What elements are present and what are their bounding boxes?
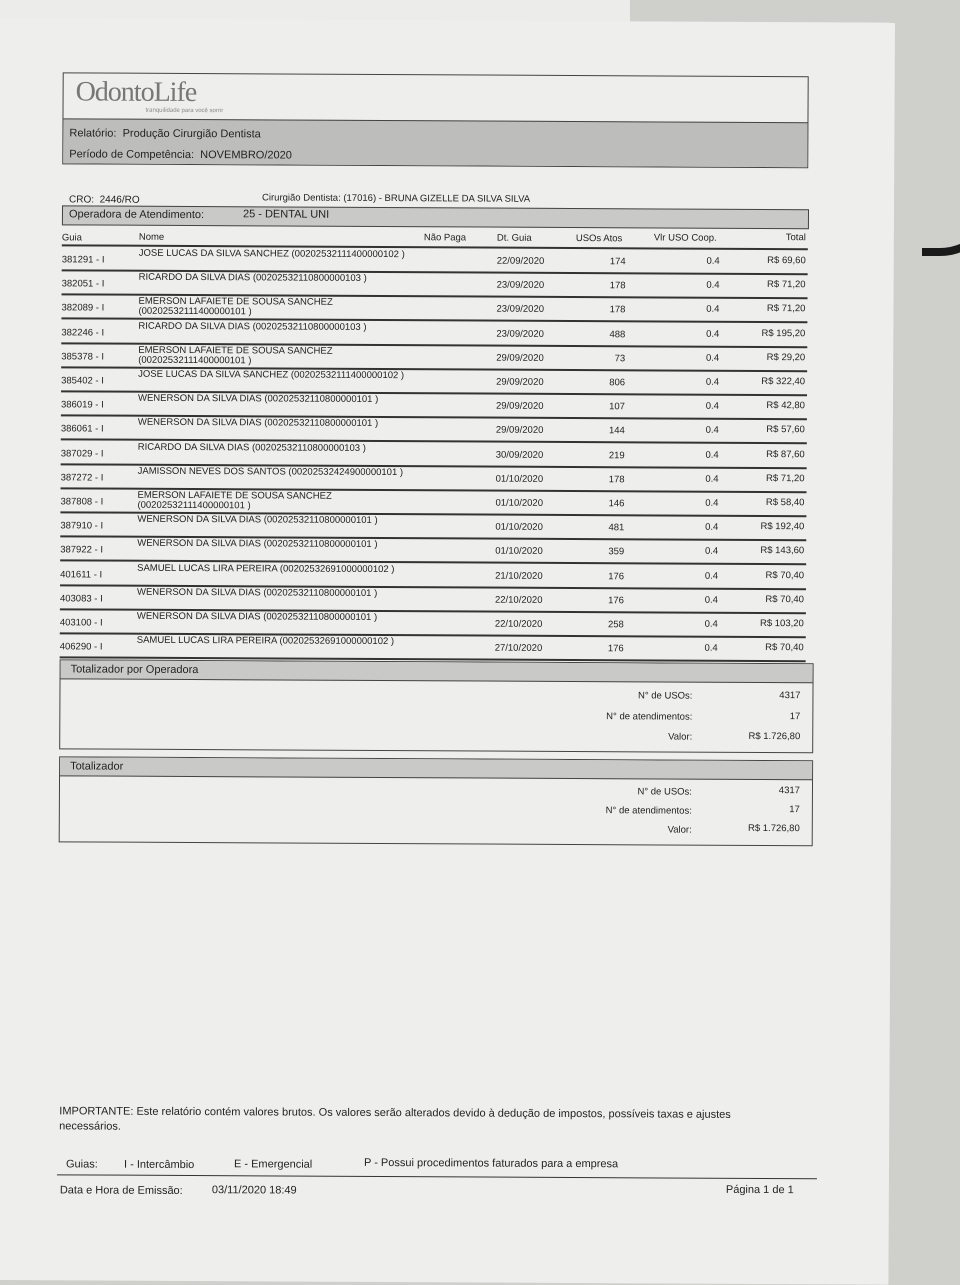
vlr-cell: 0.4 [706, 304, 720, 316]
report-value: Produção Cirurgião Dentista [122, 127, 261, 141]
total-cell: R$ 195,20 [761, 327, 806, 339]
report-header [62, 72, 808, 168]
table-row [60, 514, 806, 542]
atend-label: N° de atendimentos: [606, 711, 693, 723]
name-cell: EMERSON LAFAIETE DE SOUSA SANCHEZ (00202532111400000101 ) [138, 344, 333, 367]
total-cell: R$ 322,40 [761, 375, 806, 388]
date-cell: 27/10/2020 [494, 642, 543, 655]
totalizer-operator-title: Totalizador por Operadora [61, 660, 813, 683]
important-note: IMPORTANTE: Este relatório contém valores brutos. Os valores serão alterados devido à dedução de impostos, possíveis taxas e ajustes necessários. [59, 1105, 731, 1133]
header-band [63, 118, 807, 167]
total-cell: R$ 42,80 [766, 400, 806, 412]
total-cell: R$ 69,60 [767, 255, 806, 267]
table-row [61, 393, 807, 421]
report-page [0, 18, 895, 1285]
usos-cell: 481 [608, 522, 625, 534]
usos-cell: 174 [609, 256, 626, 268]
cable [922, 0, 960, 256]
usos-cell: 359 [608, 546, 625, 558]
totalizer-title: Totalizador [60, 757, 812, 780]
dentist-label: Cirurgião Dentista: [262, 192, 341, 204]
legend-p: P - Possui procedimentos faturados para a empresa [363, 1156, 619, 1171]
name-cell: EMERSON LAFAIETE DE SOUSA SANCHEZ (00202532111400000101 ) [137, 489, 332, 512]
usos-cell: 178 [609, 304, 626, 316]
total-cell: R$ 70,40 [765, 642, 804, 654]
date-cell: 01/10/2020 [495, 497, 544, 509]
vlr-cell: 0.4 [704, 570, 719, 582]
usos-cell: 73 [614, 353, 626, 365]
guia-cell: 386019 - I [60, 399, 104, 411]
report-name [69, 127, 260, 141]
usos-cell: 258 [607, 619, 624, 631]
table-row [61, 344, 807, 372]
name-cell: RICARDO DA SILVA DIAS (00202532110800000103 ) [137, 441, 366, 454]
guia-cell: 401611 - I [60, 568, 103, 581]
guia-cell: 406290 - I [59, 641, 103, 653]
col-total: Total [785, 232, 806, 244]
date-cell: 30/09/2020 [495, 449, 544, 461]
usos-cell: 178 [609, 280, 626, 292]
legend-i: I - Intercâmbio [123, 1158, 195, 1172]
total-cell: R$ 58,40 [765, 497, 805, 509]
guia-cell: 382089 - I [61, 302, 105, 314]
legend-e: E - Emergencial [233, 1158, 313, 1171]
usos-label: N° de USOs: [637, 690, 693, 702]
guia-cell: 387910 - I [60, 520, 104, 532]
report-label: Relatório: [69, 127, 117, 140]
table-row [62, 272, 808, 300]
total-cell: R$ 87,60 [766, 448, 805, 460]
valor-value: R$ 1.726,80 [747, 822, 800, 835]
total-cell: R$ 71,20 [766, 472, 805, 485]
date-cell: 23/09/2020 [496, 328, 544, 340]
vlr-cell: 0.4 [704, 546, 719, 558]
totalizer-operator [59, 659, 813, 753]
guia-cell: 387808 - I [60, 496, 104, 508]
col-dt-guia: Dt. Guia [496, 232, 532, 244]
name-cell: WENERSON DA SILVA DIAS (00202532110800000101 ) [136, 586, 378, 599]
table-row [61, 368, 807, 396]
vlr-cell: 0.4 [705, 400, 720, 412]
guia-cell: 382246 - I [61, 326, 105, 339]
vlr-cell: 0.4 [705, 352, 720, 364]
date-cell: 01/10/2020 [495, 545, 543, 558]
vlr-cell: 0.4 [705, 425, 719, 437]
name-cell: SAMUEL LUCAS LIRA PEREIRA (00202532691000000102 ) [136, 634, 395, 648]
period [69, 148, 292, 162]
table-row [60, 610, 806, 638]
name-cell: RICARDO DA SILVA DIAS (00202532110800000103 ) [138, 271, 367, 285]
guia-cell: 403083 - I [59, 593, 103, 605]
total-cell: R$ 71,20 [766, 303, 806, 315]
cro-label: CRO: [69, 194, 95, 206]
col-usos: USOs Atos [575, 233, 623, 245]
valor-label: Valor: [668, 731, 693, 743]
atend-label: N° de atendimentos: [605, 805, 692, 817]
name-cell: SAMUEL LUCAS LIRA PEREIRA (00202532691000000102 ) [137, 562, 395, 575]
col-nome: Nome [138, 231, 165, 243]
usos-cell: 488 [609, 328, 626, 340]
table-row [60, 538, 806, 566]
name-cell: RICARDO DA SILVA DIAS (00202532110800000103 ) [138, 320, 367, 333]
col-nao-paga: Não Paga [423, 232, 467, 244]
guia-cell: 403100 - I [59, 617, 103, 629]
name-cell: JOSE LUCAS DA SILVA SANCHEZ (00202532111400000102 ) [138, 368, 405, 382]
total-cell: R$ 143,60 [760, 545, 805, 557]
emission-value: 03/11/2020 18:49 [211, 1184, 297, 1197]
vlr-cell: 0.4 [706, 255, 720, 267]
guias-label: Guias: [65, 1158, 98, 1171]
date-cell: 01/10/2020 [495, 521, 543, 534]
emission-label: Data e Hora de Emissão: [59, 1184, 183, 1197]
table-row [61, 320, 807, 348]
date-cell: 22/10/2020 [494, 594, 543, 606]
vlr-cell: 0.4 [704, 642, 718, 654]
usos-cell: 144 [608, 425, 625, 437]
table-row [61, 441, 807, 469]
usos-cell: 176 [608, 570, 625, 582]
totalizer [59, 756, 813, 846]
usos-cell: 178 [608, 473, 625, 486]
page-number: Página 1 de 1 [725, 1183, 794, 1197]
name-cell: WENERSON DA SILVA DIAS (00202532110800000101 ) [137, 392, 379, 406]
guia-cell: 385402 - I [61, 375, 104, 387]
guia-cell: 387922 - I [60, 544, 104, 556]
usos-cell: 107 [609, 401, 626, 413]
guia-cell: 387272 - I [60, 472, 104, 484]
guia-cell: 385378 - I [61, 351, 105, 363]
operator-bar [62, 205, 809, 229]
date-cell: 22/10/2020 [494, 618, 543, 630]
name-cell: WENERSON DA SILVA DIAS (00202532110800000101 ) [137, 513, 378, 527]
usos-cell: 176 [608, 594, 624, 607]
cro-value: 2446/RO [99, 194, 140, 206]
vlr-cell: 0.4 [705, 497, 719, 509]
date-cell: 22/09/2020 [496, 255, 545, 267]
date-cell: 01/10/2020 [495, 473, 544, 485]
vlr-cell: 0.4 [705, 521, 719, 533]
total-cell: R$ 70,40 [765, 569, 805, 581]
guia-cell: 386061 - I [60, 423, 104, 435]
table-row [61, 417, 807, 445]
table-header [62, 226, 808, 250]
vlr-cell: 0.4 [704, 618, 718, 630]
table-row [61, 296, 807, 324]
date-cell: 23/09/2020 [496, 303, 545, 316]
date-cell: 29/09/2020 [496, 376, 544, 388]
name-cell: EMERSON LAFAIETE DE SOUSA SANCHEZ (00202532111400000101 ) [138, 296, 333, 318]
table-row [60, 635, 806, 663]
vlr-cell: 0.4 [705, 376, 720, 388]
vlr-cell: 0.4 [706, 279, 720, 291]
name-cell: JAMISSON NEVES DOS SANTOS (00202532424900000101 ) [137, 465, 404, 478]
guia-cell: 382051 - I [61, 278, 105, 290]
operator-value: 25 - DENTAL UNI [242, 208, 330, 221]
usos-label: N° de USOs: [637, 786, 692, 798]
vlr-cell: 0.4 [706, 328, 720, 340]
total-cell: R$ 29,20 [766, 351, 806, 364]
date-cell: 21/10/2020 [495, 570, 543, 582]
table-row [60, 586, 806, 614]
total-cell: R$ 103,20 [759, 617, 804, 630]
logo-tagline: tranquilidade para você sorrir [145, 107, 224, 115]
odontolife-logo [75, 77, 223, 115]
total-cell: R$ 57,60 [766, 424, 805, 436]
total-cell: R$ 70,40 [765, 593, 804, 606]
date-cell: 23/09/2020 [496, 279, 545, 292]
name-cell: JOSE LUCAS DA SILVA SANCHEZ (00202532111400000102 ) [138, 247, 405, 261]
valor-value: R$ 1.726,80 [748, 730, 801, 743]
usos-value: 4317 [778, 785, 800, 797]
table-row [61, 465, 807, 493]
dentist [262, 192, 530, 204]
period-value: NOVEMBRO/2020 [200, 149, 292, 162]
vlr-cell: 0.4 [705, 449, 719, 461]
cro [69, 194, 140, 205]
guia-cell: 381291 - I [61, 254, 105, 266]
total-cell: R$ 192,40 [760, 521, 805, 533]
footer-divider [57, 1174, 817, 1179]
logo-text: OdontoLife [75, 76, 197, 109]
table-row [60, 489, 806, 517]
usos-cell: 219 [608, 449, 625, 461]
vlr-cell: 0.4 [704, 594, 718, 606]
valor-label: Valor: [667, 824, 692, 836]
name-cell: WENERSON DA SILVA DIAS (00202532110800000101 ) [137, 538, 378, 551]
table-row [60, 562, 806, 590]
usos-cell: 176 [607, 643, 624, 655]
usos-cell: 146 [608, 498, 625, 510]
guia-cell: 387029 - I [60, 447, 104, 460]
date-cell: 29/09/2020 [495, 424, 544, 437]
name-cell: WENERSON DA SILVA DIAS (00202532110800000101 ) [136, 610, 378, 623]
period-label: Período de Competência: [69, 148, 195, 162]
atend-value: 17 [789, 804, 800, 816]
table-row [62, 247, 808, 275]
total-cell: R$ 71,20 [767, 279, 806, 291]
operator-label: Operadora de Atendimento: [68, 208, 205, 222]
usos-value: 4317 [779, 690, 801, 702]
date-cell: 29/09/2020 [495, 400, 544, 413]
col-guia: Guia [61, 232, 82, 244]
vlr-cell: 0.4 [705, 473, 719, 485]
date-cell: 29/09/2020 [496, 352, 544, 364]
usos-cell: 806 [609, 377, 626, 389]
atend-value: 17 [789, 711, 801, 723]
col-vlr: Vlr USO Coop. [653, 232, 717, 244]
name-cell: WENERSON DA SILVA DIAS (00202532110800000101 ) [137, 417, 379, 430]
dentist-value: (17016) - BRUNA GIZELLE DA SILVA SILVA [343, 192, 531, 205]
